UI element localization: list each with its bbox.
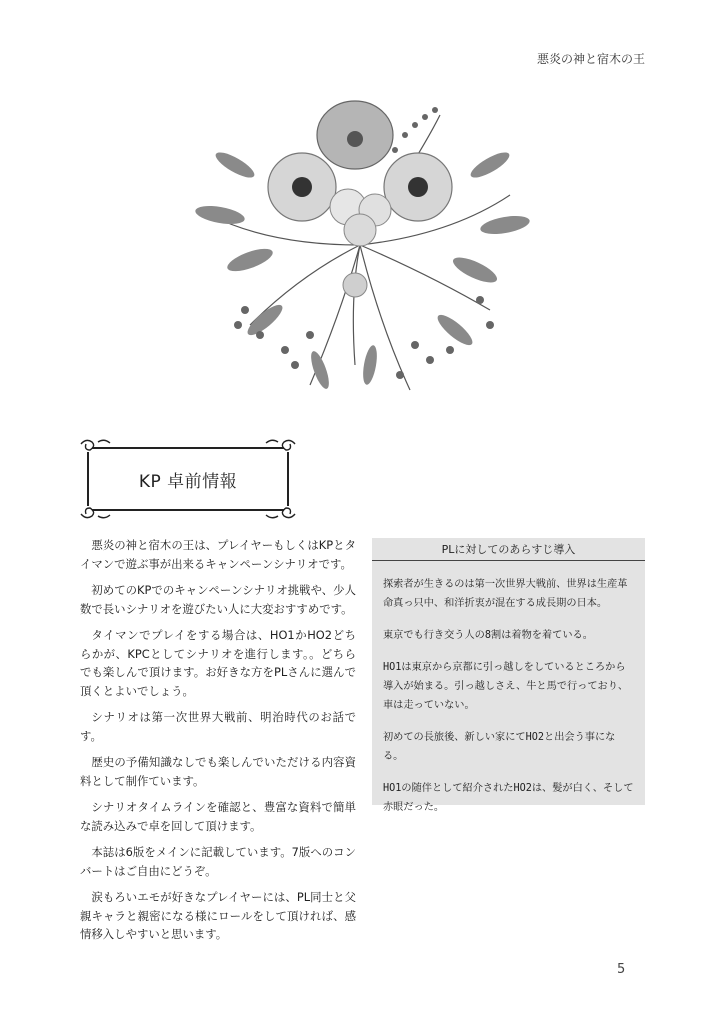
synopsis-box-title: PLに対してのあらすじ導入 xyxy=(372,538,645,561)
synopsis-paragraph: 初めての長旅後、新しい家にてHO2と出会う事になる。 xyxy=(383,732,616,762)
intro-paragraph: シナリオタイムラインを確認と、豊富な資料で簡単な読み込みで卓を回して頂けます。 xyxy=(80,800,356,833)
synopsis-paragraph: HO1は東京から京都に引っ越しをしているところから導入が始まる。引っ越しさえ、牛と馬で行っており、車は走っていない。 xyxy=(383,662,629,711)
intro-paragraph: タイマンでプレイをする場合は、HO1かHO2どちらかが、KPCとしてシナリオを進行します。。どちらでも楽しんで頂けます。お好きな方をPLさんに選んで頂くとよいでしょう。 xyxy=(80,628,356,698)
intro-text-column xyxy=(80,536,356,952)
intro-paragraph: 歴史の予備知識なしでも楽しんでいただける内容資料として制作ています。 xyxy=(80,755,356,788)
running-header-title: 悪炎の神と宿木の王 xyxy=(536,52,645,66)
intro-paragraph: 本誌は6版をメインに記載しています。7版へのコンバートはご自由にどうぞ。 xyxy=(80,845,356,878)
section-title: KP 卓前情報 xyxy=(138,471,238,492)
synopsis-paragraph: 東京でも行き交う人の8割は着物を着ている。 xyxy=(383,630,593,641)
intro-paragraph: 悪炎の神と宿木の王は、プレイヤーもしくはKPとタイマンで遊ぶ事が出来るキャンペーンシナリオです。 xyxy=(80,538,356,571)
synopsis-box-body xyxy=(372,561,645,817)
page-number: 5 xyxy=(617,962,626,977)
floral-bouquet-illustration xyxy=(190,95,530,400)
intro-paragraph: 涙もろいエモが好きなプレイヤーには、PL同士と父親キャラと親密になる様にロールをして頂ければ、感情移入しやすいと思います。 xyxy=(80,890,356,941)
synopsis-box xyxy=(372,538,645,813)
synopsis-paragraph: 探索者が生きるのは第一次世界大戦前、世界は生産革命真っ只中、和洋折衷が混在する成長期の日本。 xyxy=(383,579,628,609)
intro-paragraph: 初めてのKPでのキャンペーンシナリオ挑戦や、少人数で長いシナリオを遊びたい人に大変おすすめです。 xyxy=(80,583,356,616)
synopsis-paragraph: HO1の随伴として紹介されたHO2は、髪が白く、そして赤眼だった。 xyxy=(383,783,634,813)
intro-paragraph: シナリオは第一次世界大戦前、明治時代のお話です。 xyxy=(80,710,356,743)
